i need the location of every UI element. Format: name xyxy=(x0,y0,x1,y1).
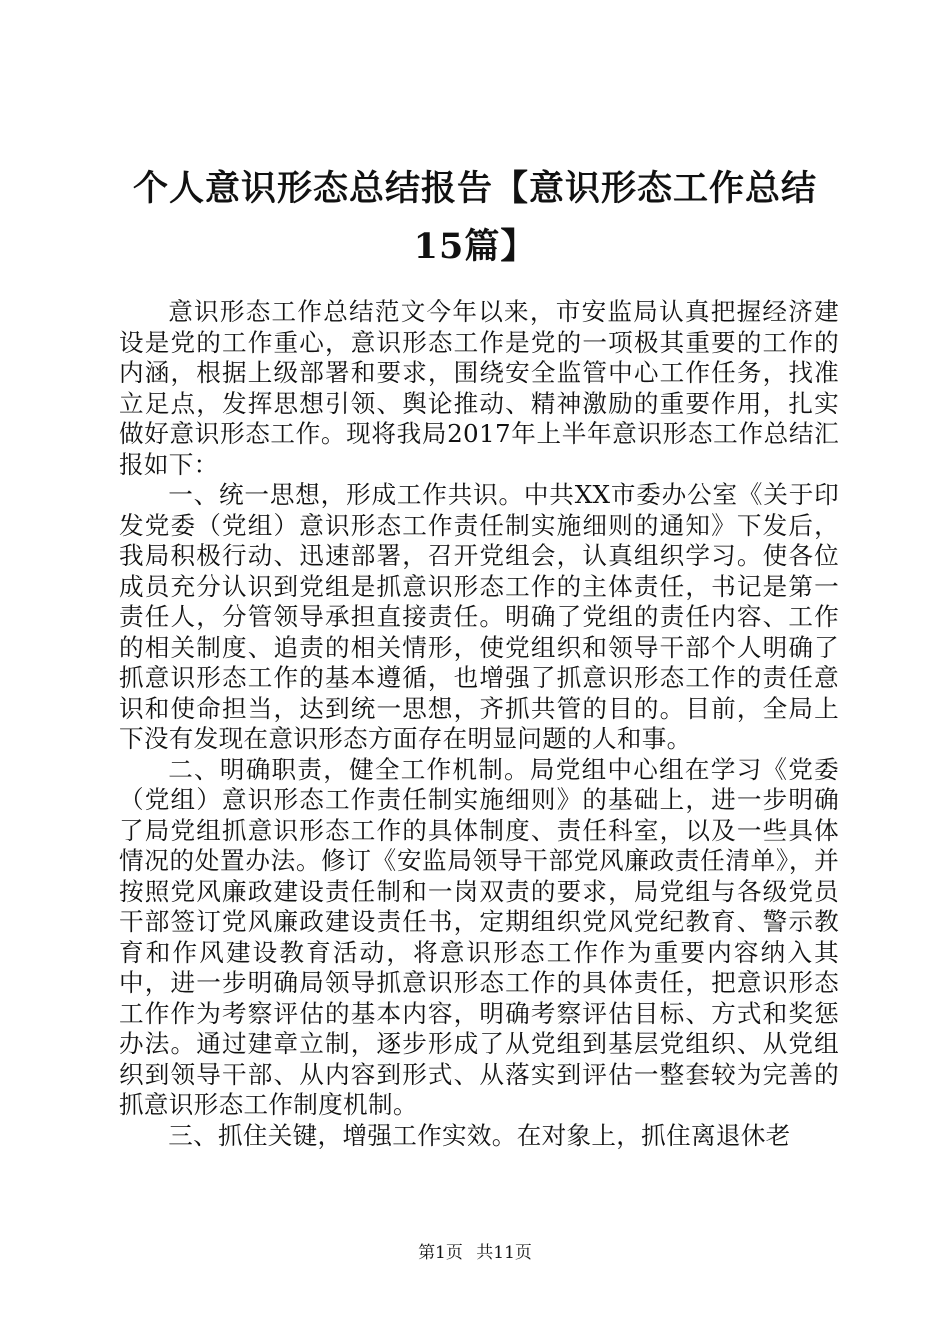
document-body xyxy=(119,297,839,1151)
paragraph-intro: 意识形态工作总结范文今年以来，市安监局认真把握经济建设是党的工作重心，意识形态工作是党的一项极其重要的工作的内涵，根据上级部署和要求，围绕安全监管中心工作任务，找准立足点，发挥思想引领、舆论推动、精神激励的重要作用，扎实做好意识形态工作。现将我局2017年上半年意识形态工作总结汇报如下： xyxy=(119,297,839,479)
title-line-1: 个人意识形态总结报告【意识形态工作总结 xyxy=(132,168,817,209)
page-footer xyxy=(0,1242,950,1264)
page-number-current: 第1页 xyxy=(418,1243,463,1263)
title-line-2: 15篇】 xyxy=(413,226,537,267)
page-number-total: 共11页 xyxy=(476,1243,532,1263)
document-title xyxy=(120,160,830,276)
paragraph-section-2: 二、明确职责，健全工作机制。局党组中心组在学习《党委（党组）意识形态工作责任制实施细则》的基础上，进一步明确了局党组抓意识形态工作的具体制度、责任科室，以及一些具体情况的处置办法。修订《安监局领导干部党风廉政责任清单》，并按照党风廉政建设责任制和一岗双责的要求，局党组与各级党员干部签订党风廉政建设责任书，定期组织党风党纪教育、警示教育和作风建设教育活动，将意识形态工作作为重要内容纳入其中，进一步明确局领导抓意识形态工作的具体责任，把意识形态工作作为考察评估的基本内容，明确考察评估目标、方式和奖惩办法。通过建章立制，逐步形成了从党组到基层党组织、从党组织到领导干部、从内容到形式、从落实到评估一整套较为完善的抓意识形态工作制度机制。 xyxy=(119,754,839,1119)
paragraph-section-3: 三、抓住关键，增强工作实效。在对象上，抓住离退休老 xyxy=(168,1120,791,1150)
paragraph-section-1: 一、统一思想，形成工作共识。中共XX市委办公室《关于印发党委（党组）意识形态工作责任制实施细则的通知》下发后，我局积极行动、迅速部署，召开党组会，认真组织学习。使各位成员充分认识到党组是抓意识形态工作的主体责任，书记是第一责任人，分管领导承担直接责任。明确了党组的责任内容、工作的相关制度、追责的相关情形，使党组织和领导干部个人明确了抓意识形态工作的基本遵循，也增强了抓意识形态工作的责任意识和使命担当，达到统一思想，齐抓共管的目的。目前，全局上下没有发现在意识形态方面存在明显问题的人和事。 xyxy=(119,480,839,753)
